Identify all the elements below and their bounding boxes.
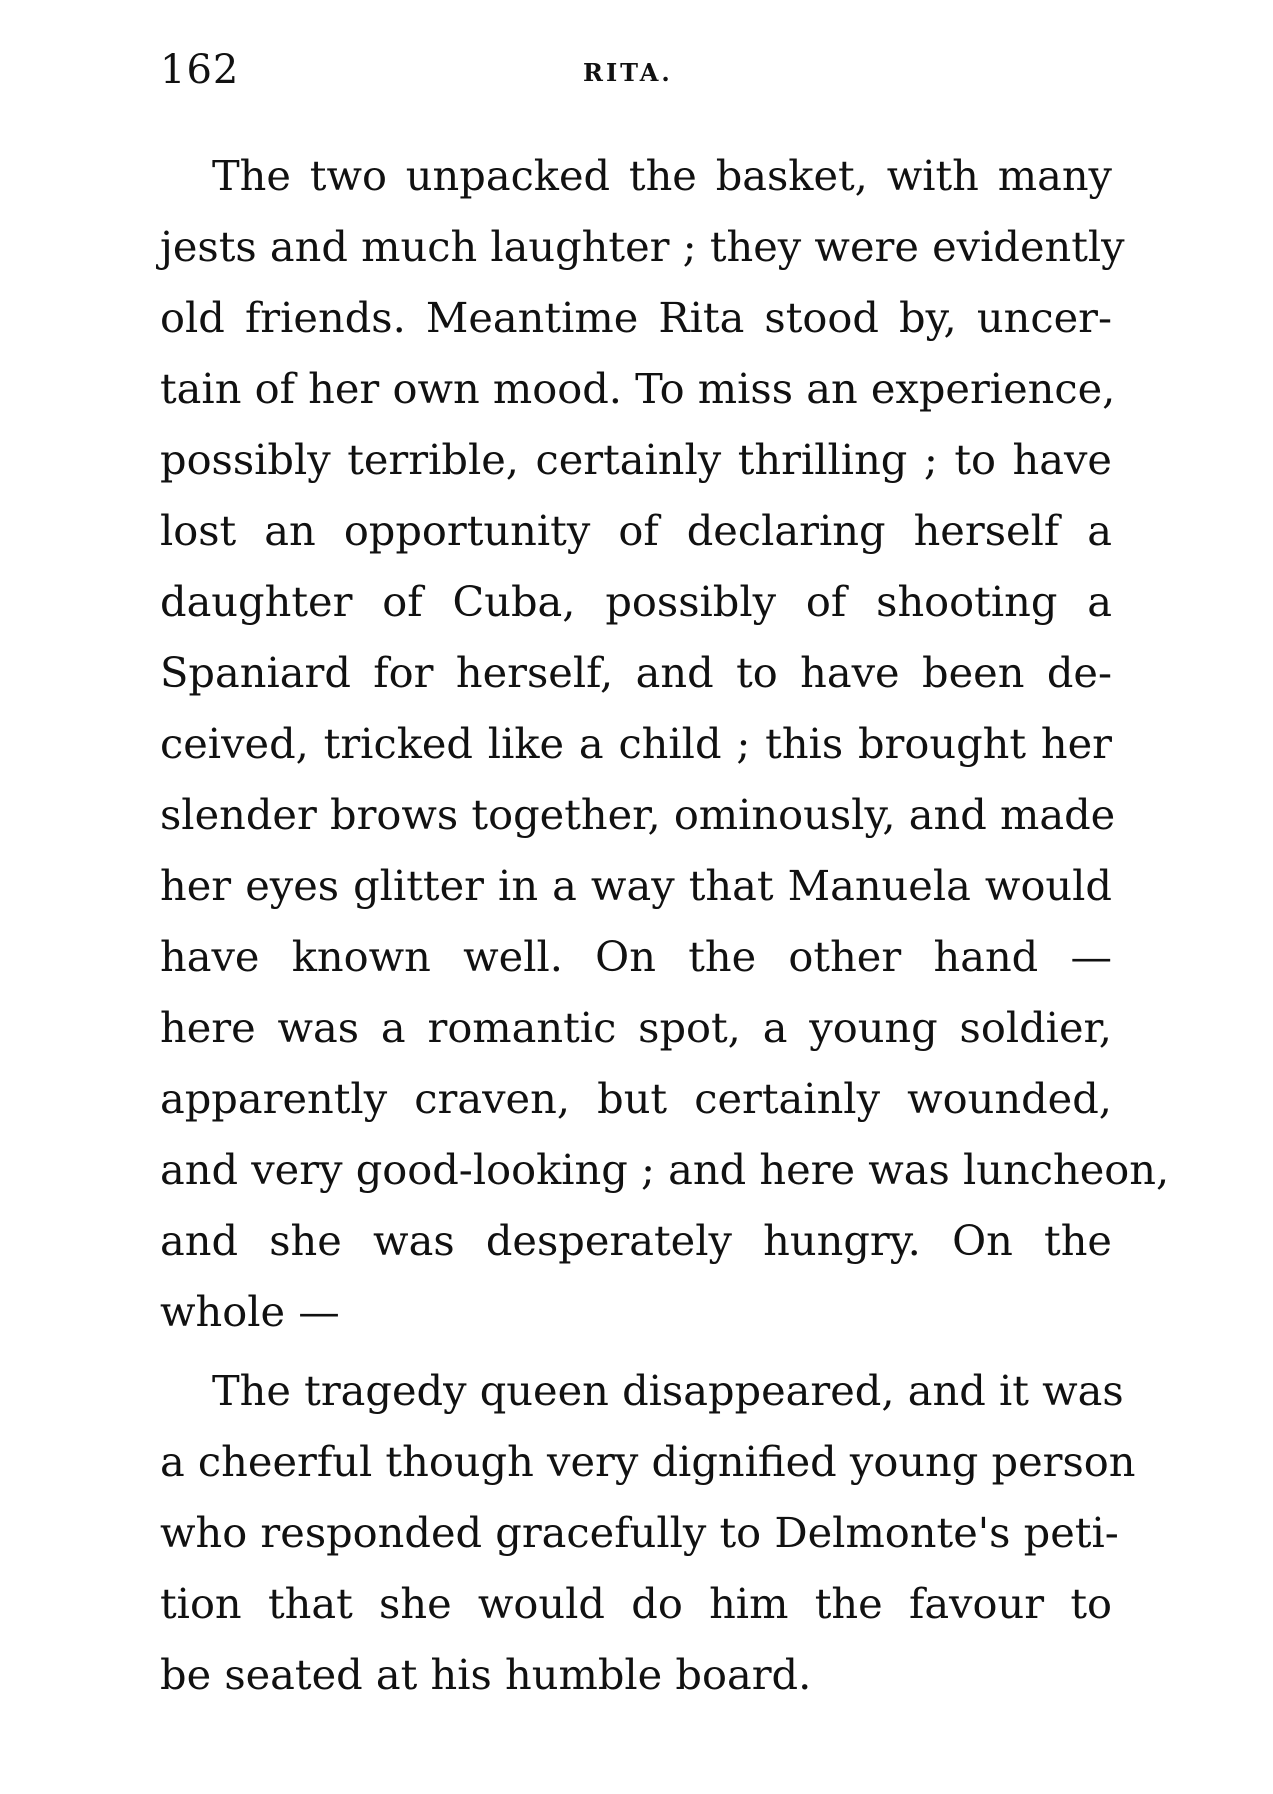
text-line: here was a romantic spot, a young soldier, — [160, 1003, 1112, 1052]
text-line: slender brows together, ominously, and made — [160, 790, 1116, 839]
text-line: be seated at his humble board. — [160, 1650, 812, 1699]
paragraph-1 — [160, 140, 1170, 1347]
text-line: lost an opportunity of declaring herself a — [160, 506, 1112, 555]
text-line: apparently craven, but certainly wounded, — [160, 1074, 1112, 1123]
text-line: old friends. Meantime Rita stood by, uncer- — [160, 293, 1112, 342]
text-line: jests and much laughter ; they were evidently — [160, 222, 1125, 271]
text-line: ceived, tricked like a child ; this brought her — [160, 719, 1112, 768]
text-line: who responded gracefully to Delmonte's peti- — [160, 1508, 1119, 1557]
text-line: The two unpacked the basket, with many — [212, 151, 1112, 200]
page-number: 162 — [160, 47, 240, 93]
text-line: possibly terrible, certainly thrilling ; to have — [160, 435, 1112, 484]
text-line: and she was desperately hungry. On the — [160, 1216, 1112, 1265]
text-line: have known well. On the other hand — — [160, 932, 1112, 981]
text-line: tion that she would do him the favour to — [160, 1579, 1112, 1628]
paragraph-2 — [160, 1355, 1136, 1710]
text-line: whole — — [160, 1287, 340, 1336]
running-title: RITA. — [583, 58, 673, 87]
text-line: Spaniard for herself, and to have been de- — [160, 648, 1112, 697]
text-line: and very good-looking ; and here was luncheon, — [160, 1145, 1170, 1194]
text-line: her eyes glitter in a way that Manuela would — [160, 861, 1112, 910]
text-line: tain of her own mood. To miss an experience, — [160, 364, 1116, 413]
text-line: daughter of Cuba, possibly of shooting a — [160, 577, 1112, 626]
text-line: The tragedy queen disappeared, and it was — [212, 1366, 1124, 1415]
text-line: a cheerful though very dignified young person — [160, 1437, 1136, 1486]
